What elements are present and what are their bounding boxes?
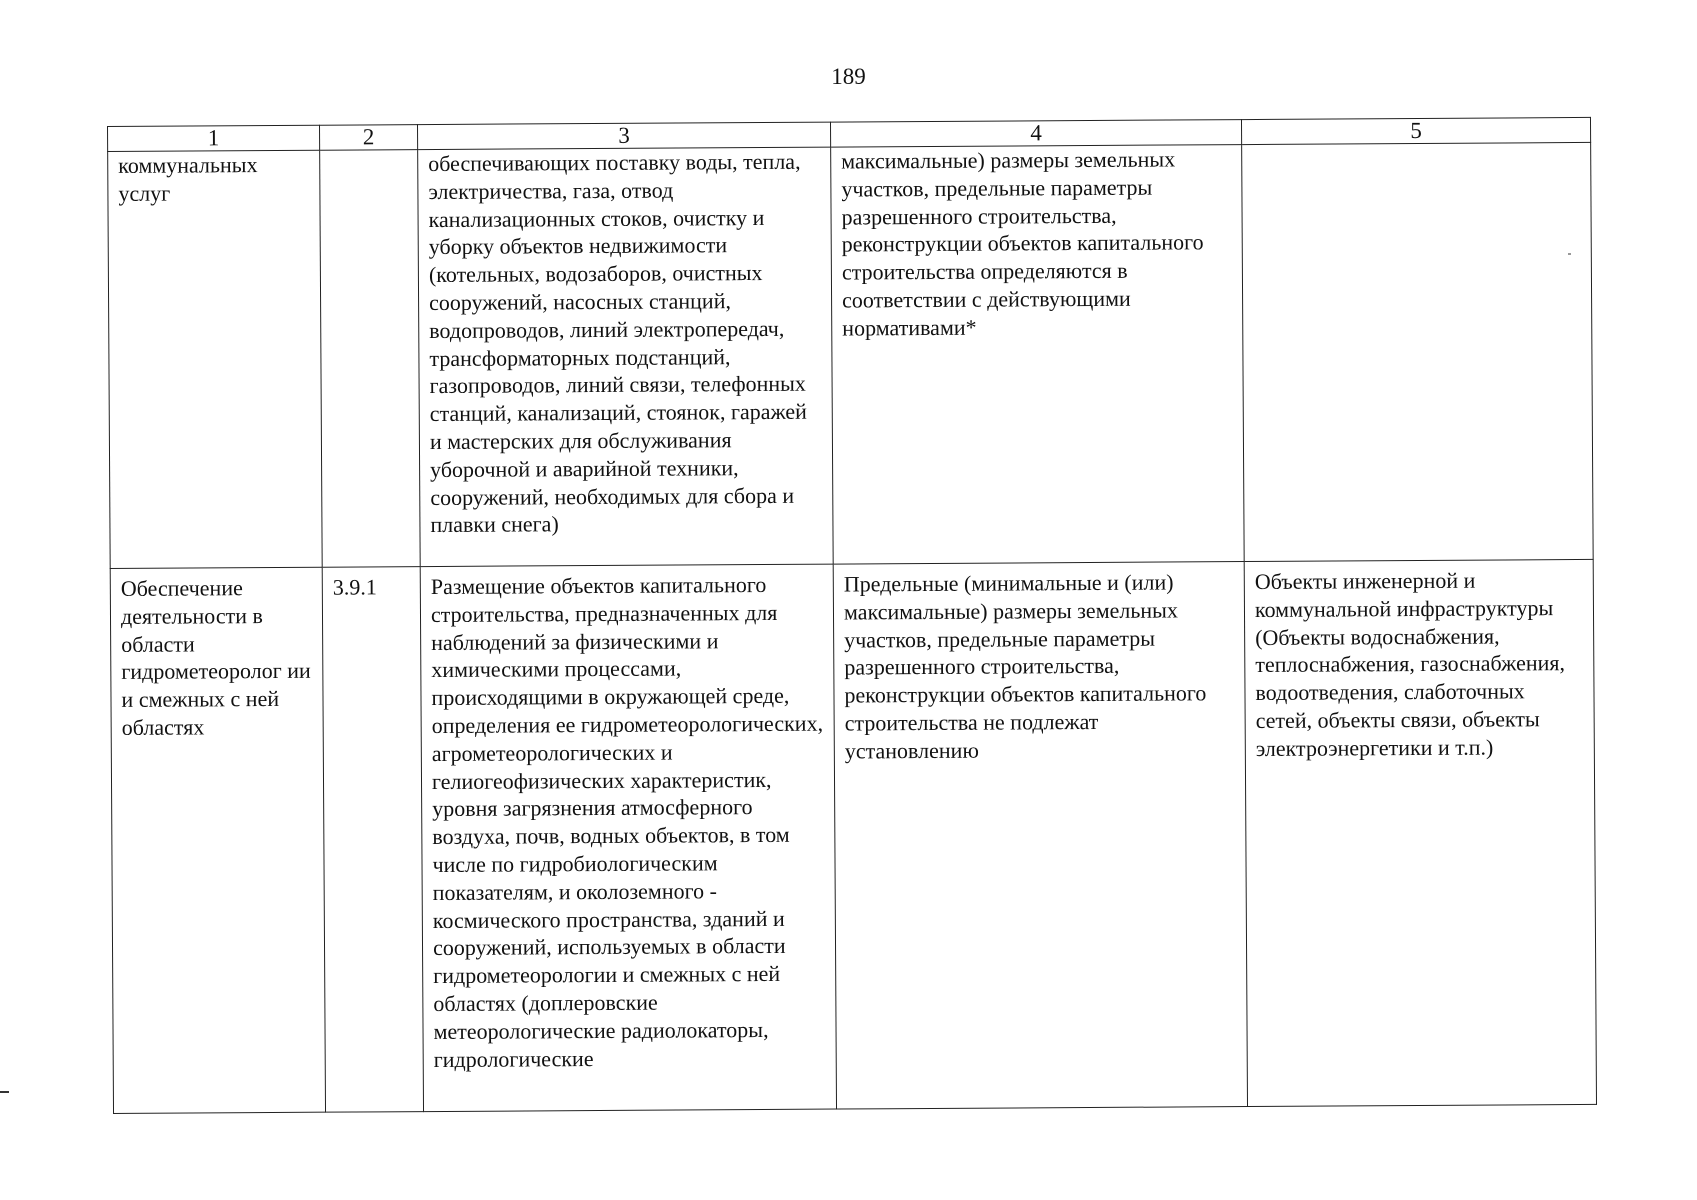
cell-text: Объекты инженерной и коммунальной инфраструктуры (Объекты водоснабжения, теплоснабжения, газоснабжения, водоотведения, слаботочных сетей, объекты связи, объекты электроэнергетики и т.п.): [1254, 567, 1566, 761]
parameters: [833, 562, 1247, 1110]
column-number-2: 2: [319, 125, 417, 151]
auxiliary-uses: [1244, 559, 1596, 1106]
use-type-code: [322, 567, 423, 1113]
cell-text: Размещение объектов капитального строительства, предназначенных для наблюдений за физическими и химическими процессами, происходящими в окружающей среде, определения ее гидрометеорологических, агрометеорологических и гелиогеофизических характеристик, уровня загрязнения атмосферного воздуха, почв, водных объектов, в том числе по гидробиологическим показателям, и околоземного - космического пространства, зданий и сооружений, используемых в области гидрометеорологии и смежных с ней областях (доплеровские метеорологические радиолокаторы, гидрологические: [430, 571, 824, 1072]
column-number-4: 4: [830, 120, 1241, 148]
column-number-3: 3: [417, 122, 830, 150]
use-type-description: [420, 564, 836, 1112]
auxiliary-uses: [1242, 142, 1594, 561]
use-type-description: [418, 147, 834, 567]
cell-text: [1252, 143, 1580, 145]
scan-speck: [1568, 253, 1571, 255]
page-number: 189: [831, 64, 866, 89]
cell-text: максимальные) размеры земельных участков, предельные параметры разрешенного строительства, реконструкции объектов капитального строительства определяются в соответствии с действующими нормативами*: [841, 146, 1204, 341]
use-type-name: [110, 567, 325, 1113]
margin-mark: [0, 1091, 9, 1093]
table-row: [110, 559, 1596, 1113]
use-type-code: [320, 150, 421, 568]
cell-text: 3.9.1: [332, 574, 377, 600]
cell-text: коммунальных услуг: [118, 152, 258, 206]
column-number-5: 5: [1241, 117, 1590, 144]
use-type-name: [108, 150, 323, 568]
parameters: [831, 145, 1245, 565]
cell-text: обеспечивающих поставку воды, тепла, электричества, газа, отвод канализационных стоков, очистку и уборку объектов недвижимости (котельных, водозаборов, очистных сооружений, насосных станций, водопроводов, линий электропередач, трансформаторных подстанций, газопроводов, линий связи, телефонных станций, канализаций, стоянок, гаражей и мастерских для обслуживания уборочной и аварийной техники, сооружений, необходимых для сбора и плавки снега): [428, 148, 807, 538]
column-number-1: 1: [108, 125, 320, 151]
land-use-table: [107, 117, 1597, 1114]
cell-text: Обеспечение деятельности в области гидрометеоролог ии и смежных с ней областях: [120, 575, 311, 740]
cell-text: Предельные (минимальные и (или) максимальные) размеры земельных участков, предельные параметры разрешенного строительства, реконструкции объектов капитального строительства не подлежат установлению: [843, 569, 1207, 764]
table-row: [108, 142, 1594, 568]
